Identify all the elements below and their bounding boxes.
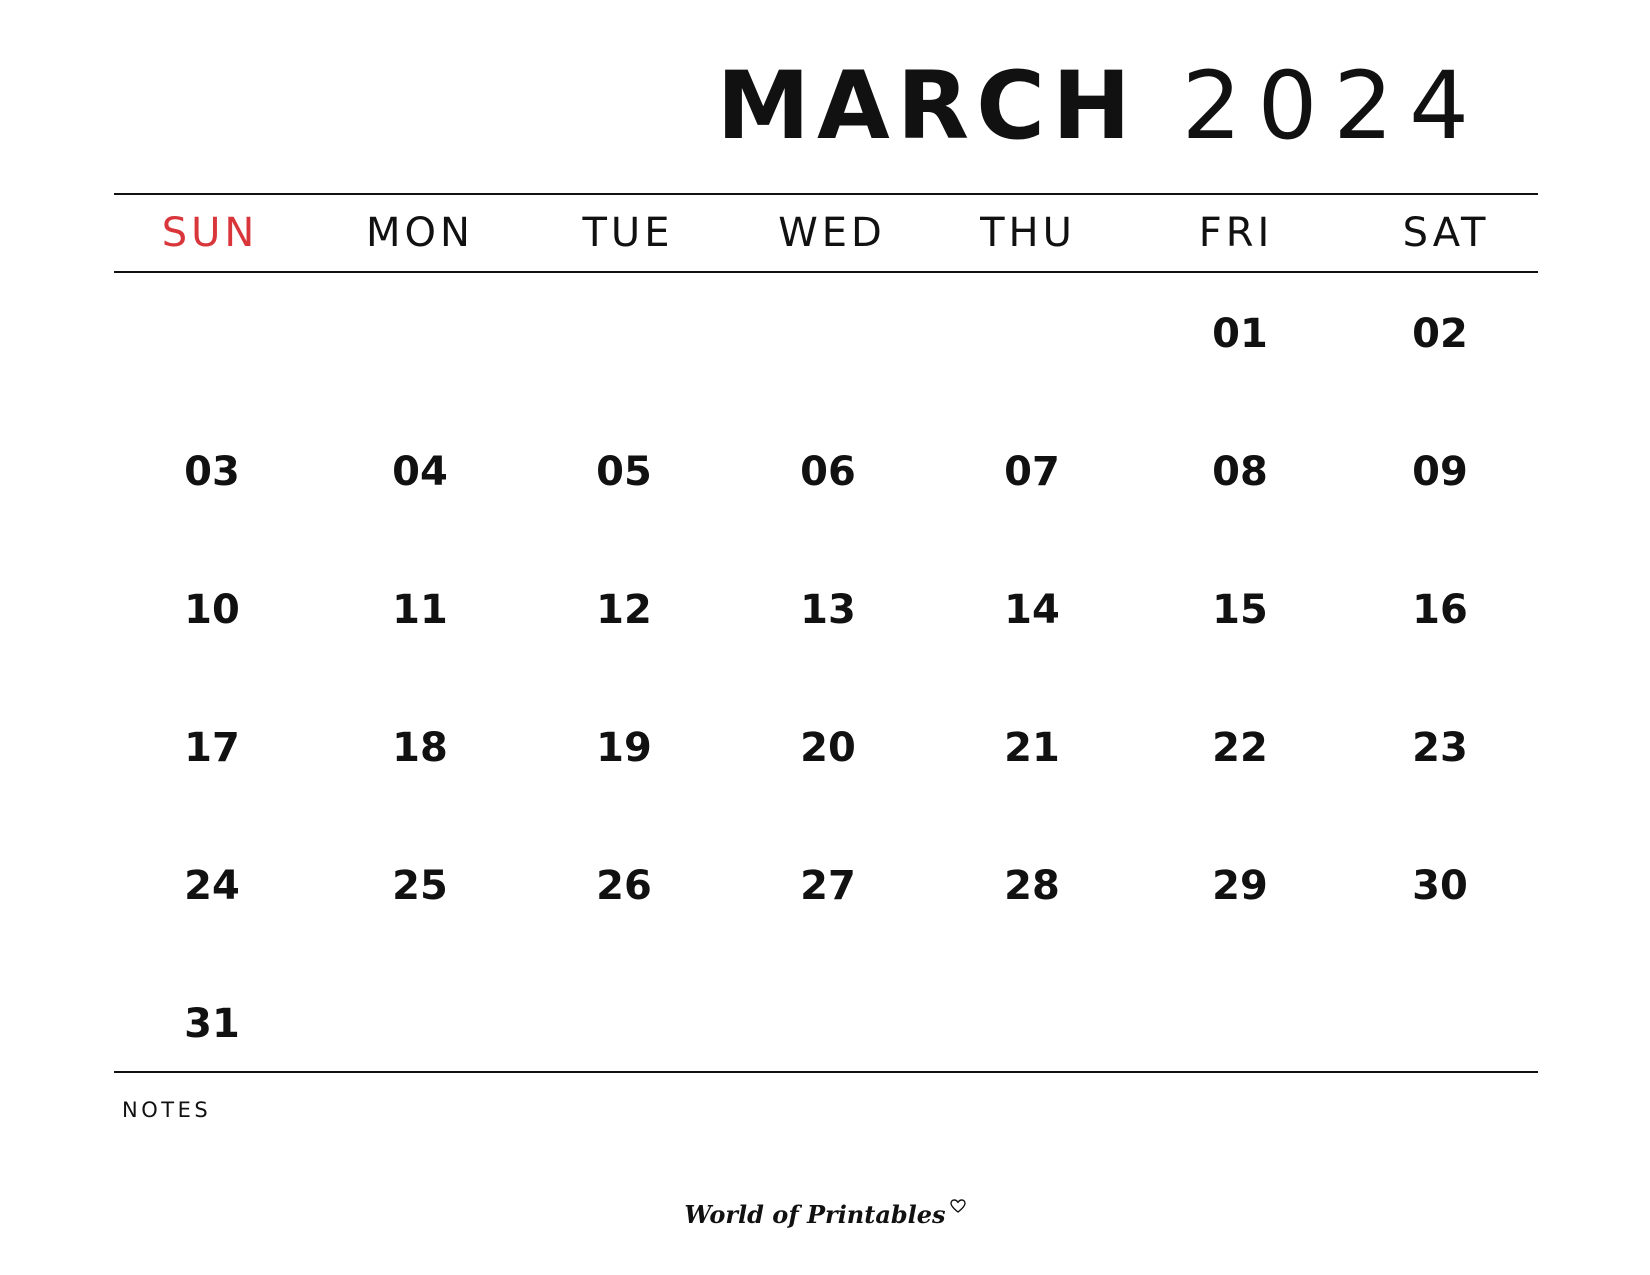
day-cell: 26 [596, 863, 652, 909]
day-cell: 14 [1004, 587, 1060, 633]
day-cell: 16 [1412, 587, 1468, 633]
weekday-sat: SAT [1402, 210, 1490, 256]
day-cell: 07 [1004, 449, 1060, 495]
day-cell [1160, 989, 1320, 1059]
day-cell [340, 989, 500, 1059]
day-cell: 08 [1212, 449, 1268, 495]
day-cell: 06 [800, 449, 856, 495]
day-cell: 10 [184, 587, 240, 633]
day-cell: 28 [1004, 863, 1060, 909]
day-cell [340, 299, 500, 369]
notes-divider [114, 1071, 1538, 1073]
weekday-header-row [114, 195, 1538, 271]
day-cell: 20 [800, 725, 856, 771]
weekday-fri: FRI [1198, 210, 1274, 256]
heart-icon [950, 1198, 966, 1212]
day-cell: 19 [596, 725, 652, 771]
day-cell: 30 [1412, 863, 1468, 909]
weekday-tue: TUE [582, 210, 674, 256]
day-cell: 17 [184, 725, 240, 771]
day-cell: 29 [1212, 863, 1268, 909]
weekday-sun: SUN [161, 210, 259, 256]
day-cell: 22 [1212, 725, 1268, 771]
weekday-mon: MON [366, 210, 474, 256]
day-cell: 12 [596, 587, 652, 633]
day-cell: 24 [184, 863, 240, 909]
title-month: MARCH [716, 52, 1138, 161]
day-cell: 11 [392, 587, 448, 633]
day-cell [1360, 989, 1520, 1059]
calendar-grid [114, 275, 1538, 1065]
day-cell [544, 299, 704, 369]
day-cell: 09 [1412, 449, 1468, 495]
day-cell: 13 [800, 587, 856, 633]
day-cell [952, 299, 1112, 369]
day-cell: 03 [184, 449, 240, 495]
day-cell: 21 [1004, 725, 1060, 771]
day-cell [748, 989, 908, 1059]
day-cell: 05 [596, 449, 652, 495]
day-cell: 31 [184, 1001, 240, 1047]
day-cell: 18 [392, 725, 448, 771]
day-cell: 23 [1412, 725, 1468, 771]
day-cell: 27 [800, 863, 856, 909]
weekday-wed: WED [778, 210, 886, 256]
day-cell: 04 [392, 449, 448, 495]
day-cell: 25 [392, 863, 448, 909]
day-cell [748, 299, 908, 369]
weekday-thu: THU [980, 210, 1076, 256]
header-divider [114, 271, 1538, 273]
title-year: 2024 [1181, 52, 1485, 161]
notes-label: NOTES [122, 1098, 212, 1122]
brand-logo [0, 1200, 1650, 1229]
brand-text: World of Printables [684, 1200, 946, 1229]
day-cell: 02 [1412, 311, 1468, 357]
day-cell [952, 989, 1112, 1059]
day-cell [132, 299, 292, 369]
day-cell: 01 [1212, 311, 1268, 357]
calendar-title [716, 52, 1485, 162]
day-cell: 15 [1212, 587, 1268, 633]
day-cell [544, 989, 704, 1059]
